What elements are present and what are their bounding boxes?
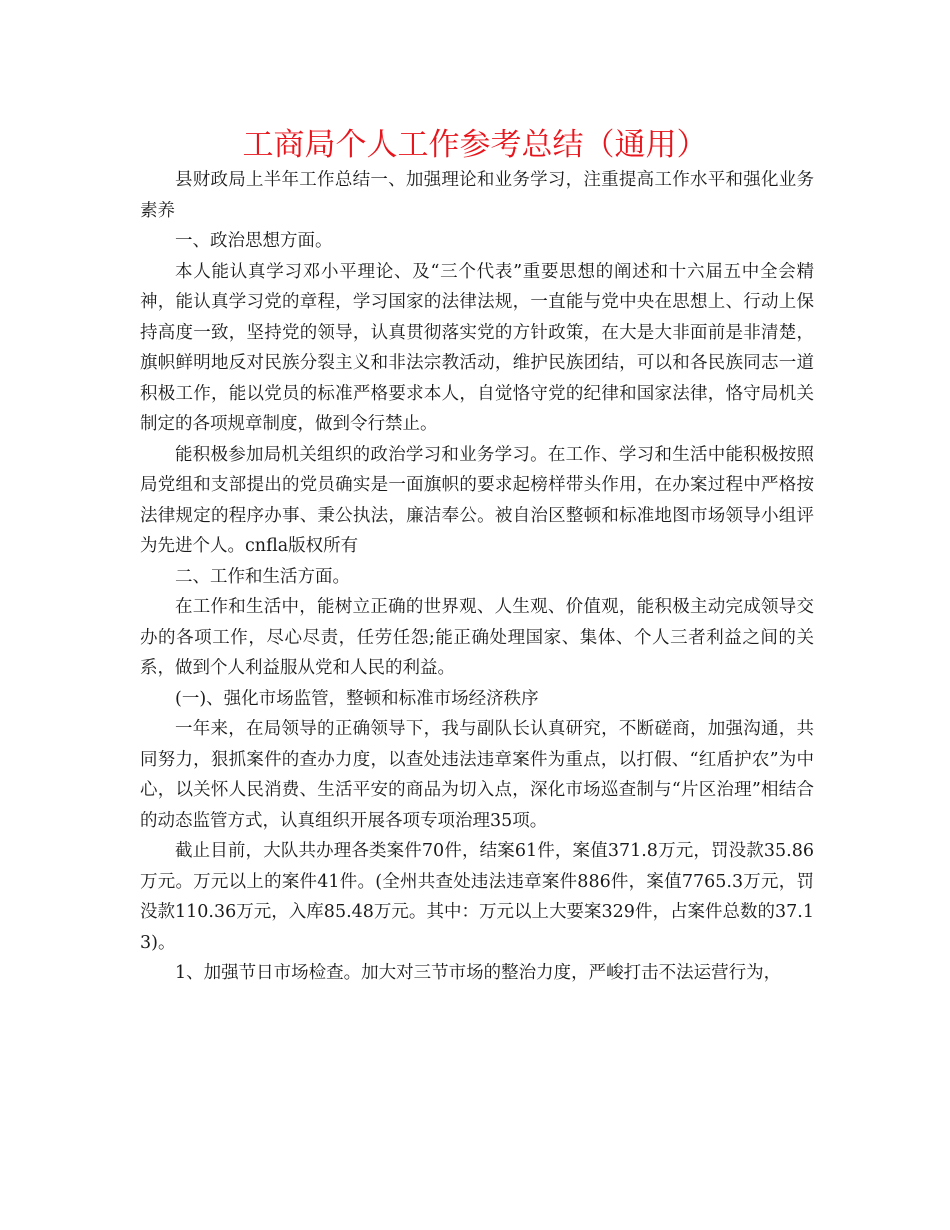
paragraph-holiday-inspection: 1、加强节日市场检查。加大对三节市场的整治力度，严峻打击不法运营行为， bbox=[175, 963, 782, 983]
paragraph-political-activities: 能积极参加局机关组织的政治学习和业务学习。在工作、学习和生活中能积极按照局党组和支部提出的党员确实是一面旗帜的要求起榜样带头作用，在办案过程中严格按法律规定的程序办事、秉公执法，廉洁奉公。被自治区整顿和标准地图市场领导小组评为先进个人。cnfla版权所有 bbox=[140, 444, 814, 556]
paragraph-case-statistics: 截止目前，大队共办理各类案件70件，结案61件，案值371.8万元，罚没款35.86万元。万元以上的案件41件。(全州共查处违法违章案件886件，案值7765.3万元，罚没款110.36万元，入库85.48万元。其中：万元以上大要案329件，占案件总数的37.13)。 bbox=[140, 841, 814, 953]
paragraph-market-supervision: 一年来，在局领导的正确领导下，我与副队长认真研究，不断磋商，加强沟通，共同努力，狠抓案件的查办力度，以查处违法违章案件为重点，以打假、“红盾护农”为中心，以关怀人民消费、生活平安的商品为切入点，深化市场巡查制与“片区治理”相结合的动态监管方式，认真组织开展各项专项治理35项。 bbox=[140, 719, 814, 831]
heading-work-life: 二、工作和生活方面。 bbox=[175, 566, 350, 587]
paragraph-political-study: 本人能认真学习邓小平理论、及“三个代表”重要思想的阐述和十六届五中全会精神，能认真学习党的章程，学习国家的法律法规，一直能与党中央在思想上、行动上保持高度一致，坚持党的领导，认真贯彻落实党的方针政策，在大是大非面前是非清楚，旗帜鲜明地反对民族分裂主义和非法宗教活动，维护民族团结，可以和各民族同志一道积极工作，能以党员的标准严格要求本人，自觉恪守党的纪律和国家法律，恪守局机关制定的各项规章制度，做到令行禁止。 bbox=[140, 261, 814, 434]
document-title: 工商局个人工作参考总结（通用） bbox=[242, 127, 708, 163]
heading-political: 一、政治思想方面。 bbox=[175, 231, 333, 251]
document-body bbox=[140, 165, 814, 989]
paragraph-work-life: 在工作和生活中，能树立正确的世界观、人生观、价值观，能积极主动完成领导交办的各项工作，尽心尽责，任劳任怨;能正确处理国家、集体、个人三者利益之间的关系，做到个人利益服从党和人民的利益。 bbox=[140, 597, 814, 678]
paragraph-intro: 县财政局上半年工作总结一、加强理论和业务学习，注重提高工作水平和强化业务素养 bbox=[140, 170, 814, 221]
heading-market-supervision: (一)、强化市场监管，整顿和标准市场经济秩序 bbox=[175, 688, 539, 709]
